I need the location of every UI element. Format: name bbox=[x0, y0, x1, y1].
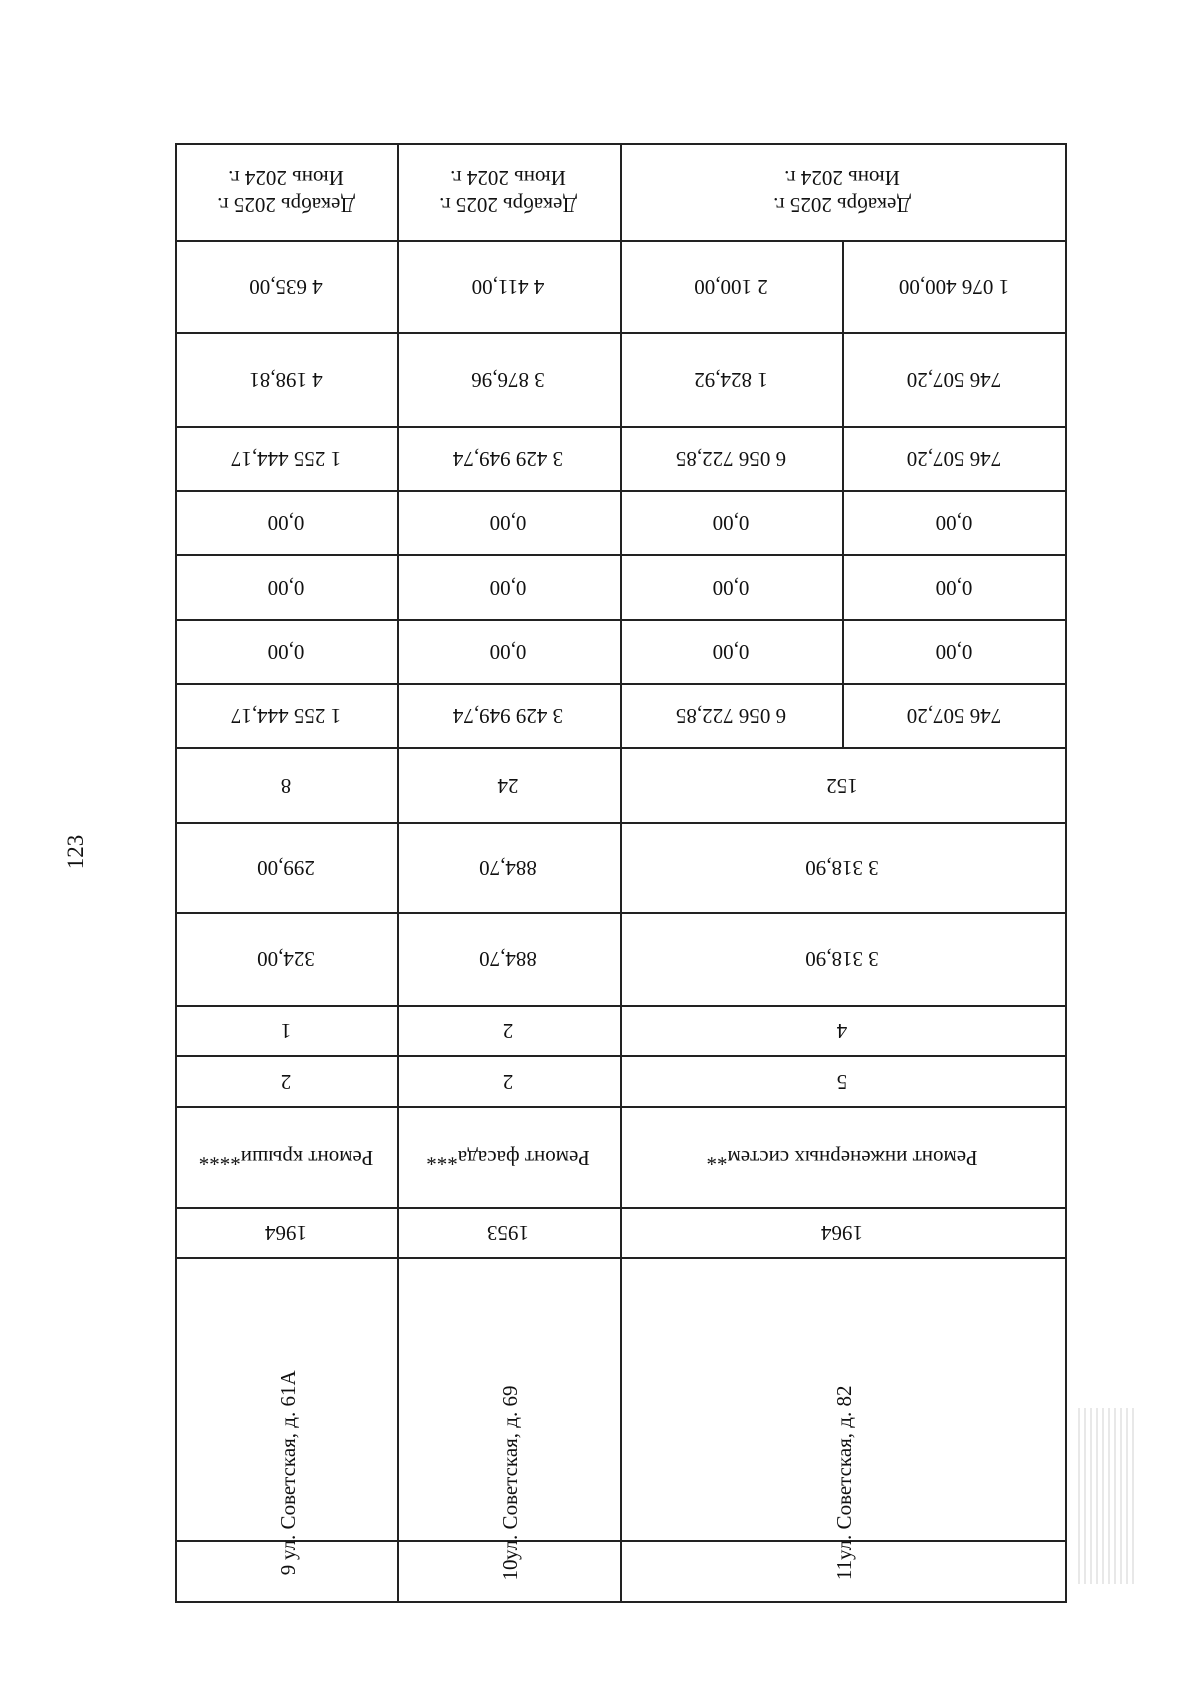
header-line: Декабрь 2025 г. bbox=[773, 193, 911, 218]
cell-unit-cost: 3 876,96 bbox=[471, 367, 545, 392]
cell-year: 1953 bbox=[487, 1220, 529, 1245]
cell-area: 884,70 bbox=[479, 855, 537, 880]
cell-unit-cost: 1 824,92 bbox=[694, 367, 768, 392]
cell-area: 324,00 bbox=[257, 946, 315, 971]
cell-sum: 6 056 722,85 bbox=[675, 446, 787, 471]
cell-zero: 0,00 bbox=[267, 639, 305, 664]
cell-sum: 1 255 444,17 bbox=[230, 703, 342, 728]
cell-year: 1964 bbox=[821, 1220, 863, 1245]
cell-area: 299,00 bbox=[257, 855, 315, 880]
cell-row-number: 9 bbox=[276, 1564, 301, 1576]
cell-entrances: 2 bbox=[280, 1069, 292, 1094]
header-line: Июнь 2024 г. bbox=[228, 166, 344, 190]
cell-zero: 0,00 bbox=[267, 575, 305, 600]
cell-row-number: 10 bbox=[498, 1559, 523, 1581]
cell-total-cost: 4 635,00 bbox=[249, 274, 323, 299]
table-border-bottom bbox=[175, 1601, 1067, 1603]
cell-sum: 746 507,20 bbox=[906, 446, 1002, 471]
cell-sum: 746 507,20 bbox=[906, 703, 1002, 728]
cell-sum: 6 056 722,85 bbox=[675, 703, 787, 728]
cell-zero: 0,00 bbox=[489, 575, 527, 600]
cell-total-cost: 4 411,00 bbox=[471, 274, 545, 299]
cell-residents: 152 bbox=[826, 773, 858, 798]
cell-zero: 0,00 bbox=[712, 575, 750, 600]
cell-work-type: Ремонт крыши**** bbox=[198, 1145, 374, 1170]
cell-unit-cost: 746 507,20 bbox=[906, 367, 1002, 392]
cell-area: 884,70 bbox=[479, 946, 537, 971]
cell-sum: 1 255 444,17 bbox=[230, 446, 342, 471]
cell-residents: 24 bbox=[497, 773, 519, 798]
cell-address: ул. Советская, д. 69 bbox=[498, 1385, 523, 1560]
cell-sum: 3 429 949,74 bbox=[452, 446, 564, 471]
cell-total-cost: 2 100,00 bbox=[694, 274, 768, 299]
cell-residents: 8 bbox=[280, 773, 292, 798]
cell-zero: 0,00 bbox=[489, 510, 527, 535]
header-line: Декабрь 2025 г. bbox=[217, 193, 355, 218]
cell-area: 3 318,90 bbox=[805, 855, 879, 880]
header-cell bbox=[338, 143, 678, 239]
cell-zero: 0,00 bbox=[267, 510, 305, 535]
cell-zero: 0,00 bbox=[935, 510, 973, 535]
cell-area: 3 318,90 bbox=[805, 946, 879, 971]
cell-entrances: 5 bbox=[836, 1069, 848, 1094]
cell-zero: 0,00 bbox=[935, 639, 973, 664]
cell-address: ул. Советская, д. 82 bbox=[832, 1385, 857, 1560]
cell-work-type: Ремонт фасада*** bbox=[426, 1145, 590, 1170]
header-line: Декабрь 2025 г. bbox=[439, 193, 577, 218]
cell-entrances: 2 bbox=[502, 1069, 514, 1094]
header-line: Июнь 2024 г. bbox=[450, 166, 566, 190]
cell-zero: 0,00 bbox=[712, 510, 750, 535]
cell-sum: 3 429 949,74 bbox=[452, 703, 564, 728]
cell-floors: 4 bbox=[836, 1018, 848, 1043]
cell-address: ул. Советская, д. 61А bbox=[276, 1370, 301, 1560]
cell-year: 1964 bbox=[265, 1220, 307, 1245]
faded-stamp bbox=[1078, 1408, 1134, 1584]
cell-row-number: 11 bbox=[832, 1559, 857, 1581]
cell-zero: 0,00 bbox=[712, 639, 750, 664]
cell-floors: 1 bbox=[280, 1018, 292, 1043]
cell-zero: 0,00 bbox=[489, 639, 527, 664]
cell-unit-cost: 4 198,81 bbox=[249, 367, 323, 392]
cell-work-type: Ремонт инженерных систем** bbox=[706, 1145, 978, 1170]
header-line: Июнь 2024 г. bbox=[784, 166, 900, 190]
cell-total-cost: 1 076 400,00 bbox=[898, 274, 1010, 299]
header-cell bbox=[672, 143, 1012, 239]
page-number: 123 bbox=[63, 834, 88, 870]
cell-zero: 0,00 bbox=[935, 575, 973, 600]
cell-floors: 2 bbox=[502, 1018, 514, 1043]
